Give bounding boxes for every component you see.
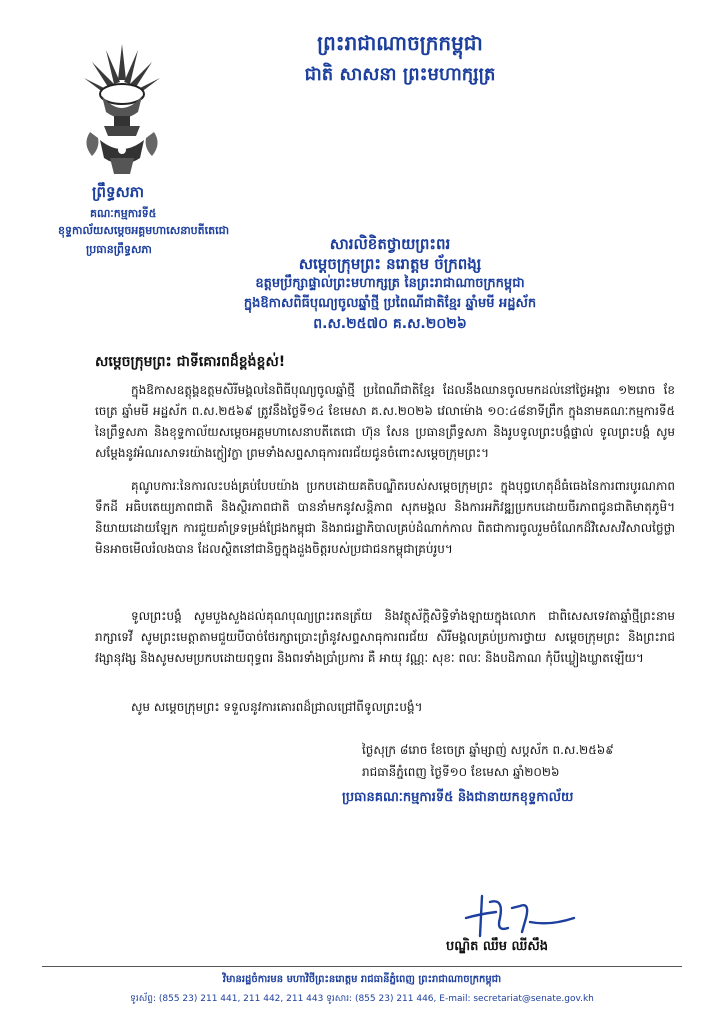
organization-name: ព្រឹទ្ធសភា: [92, 183, 145, 201]
paragraph-2: គុណូបការៈនៃការលះបង់គ្រប់បែបយ៉ាង ប្រកបដោយគតិបណ្ឌិតរបស់សម្តេចក្រុមព្រះ ក្នុងបុព្វហេតុដ៏ធំធេងនៃការពារបូរណភាពទឹកដី អធិបតេយ្យភាពជាតិ និងស្ថិរភាពជាតិ បាននាំមកនូវសន្តិភាព សុភមង្គល និងការអភិវឌ្ឍប្រកបដោយចីរភាពជូនជាតិមាតុភូមិ។ និយាយដោយឡែក ការជួយគាំទ្រទម្រង់ជ្រែងកម្ពុជា និងរាជរដ្ឋាភិបាលគ្រប់ដំណាក់កាល ពិតជាការចូលរួមចំណែកដ៏វិសេសវិសាលថ្លៃថ្លាមិនអាចមើលរំលងបាន ដែលស្ថិតនៅជានិច្ចក្នុងដួងចិត្តរបស់ប្រជាជនកម្ពុជាគ្រប់រូប។: [95, 479, 675, 556]
title-line-1: សារលិខិតថ្វាយព្រះពរ: [329, 235, 451, 253]
paragraph-3: ទូលព្រះបង្គំ សូមបួងសួងដល់គុណបុណ្យព្រះរតនត្រ័យ និងវត្ថុស័ក្តិសិទ្ធិទាំងឡាយក្នុងលោក ជាពិសេសទេវតាឆ្នាំថ្មីព្រះនាម រាក្សាទេវី សូមព្រះមេត្តាតាមជួយបីបាច់ថែរក្សាប្រោះព្រំនូវសព្ទសាធុការពរជ័យ សិរីមង្គលគ្រប់ប្រការថ្វាយ សម្តេចក្រុមព្រះ និងព្រះរាជវង្សានុវង្ស និងសូមសមប្រកបដោយពុទ្ធពរ និងពរទាំងប្រាំប្រការ គឺ អាយុ វណ្ណៈ សុខៈ ពលៈ និងបដិភាណ កុំបីឃ្លៀងឃ្លាតឡើយ។: [95, 609, 675, 665]
paragraph-1: ក្នុងឱកាសឧត្តុង្គឧត្តមសិរីមង្គលនៃពិធីបុណ្យចូលឆ្នាំថ្មី ប្រពៃណីជាតិខ្មែរ ដែលនឹងឈានចូលមកដល់នៅថ្ងៃអង្គារ ១២រោច ខែចេត្រ ឆ្នាំមមី អដ្ឋស័ក ព.ស.២៥៦៩ ត្រូវនឹងថ្ងៃទី១៤ ខែមេសា គ.ស.២០២៦ វេលាម៉ោង ១០:៤៨នាទីព្រឹក ក្នុងនាមគណៈកម្មការទី៥ នៃព្រឹទ្ធសភា និងខុទ្ទកាល័យសម្តេចអគ្គមហាសេនាបតីតេជោ ហ៊ុន សែន ប្រធានព្រឹទ្ធសភា និងរូបទូលព្រះបង្គំផ្ទាល់ ទូលព្រះបង្គំ សូមសម្តែងនូវអំណរសាទរយ៉ាងក្លៀវក្លា ព្រមទាំងសព្ទសាធុការពរជ័យជូនចំពោះសម្តេចក្រុមព្រះ។: [95, 383, 675, 460]
footer-contact: ទូរស័ព្ទ: (855 23) 211 441, 211 442, 211 443 ទូរសារ: (855 23) 211 446, E-mail: secretariat@senate.gov.kh: [130, 994, 594, 1004]
paragraph-4: សូម សម្តេចក្រុមព្រះ ទទួលនូវការគោរពដ៏ជ្រាលជ្រៅពីទូលព្រះបង្គំ។: [131, 700, 423, 714]
footer-divider: [42, 966, 682, 967]
title-line-3: ឧត្តមប្រឹក្សាផ្ទាល់ព្រះមហាក្សត្រ នៃព្រះរាជាណាចក្រកម្ពុជា: [255, 276, 525, 291]
office-name: ខុទ្ទកាល័យសម្តេចអគ្គមហាសេនាបតីតេជោ: [58, 224, 230, 237]
office-role: ប្រធានព្រឹទ្ធសភា: [86, 243, 152, 256]
title-line-2: សម្តេចក្រុមព្រះ នរោត្តម ច័ក្រពង្ស: [298, 255, 482, 273]
footer-address: វិមានរដ្ឋចំការមន មហាវិថីព្រះនរោត្តម រាជធានីភ្នំពេញ ព្រះរាជាណាចក្រកម្ពុជា: [222, 974, 502, 985]
signer-name: បណ្ឌិត ឈឹម ឈីសឹង: [446, 939, 549, 954]
salutation: សម្តេចក្រុមព្រះ ជាទីគោរពដ៏ខ្ពង់ខ្ពស់!: [95, 354, 286, 370]
commission-name: គណៈកម្មការទី៥: [90, 207, 157, 220]
title-line-5: ព.ស.២៥៧០ គ.ស.២០២៦: [313, 316, 467, 332]
title-line-4: ក្នុងឱកាសពិធីបុណ្យចូលឆ្នាំថ្មី ប្រពៃណីជាតិខ្មែរ ឆ្នាំមមី អដ្ឋស័ក: [243, 296, 537, 311]
date-lunar: ថ្ងៃសុក្រ ៨រោច ខែចេត្រ ឆ្នាំម្សាញ់ សប្តស័ក ព.ស.២៥៦៩: [362, 743, 614, 757]
senate-emblem-logo: [76, 40, 168, 180]
date-solar: រាជធានីភ្នំពេញ ថ្ងៃទី១០ ខែមេសា ឆ្នាំ២០២៦: [362, 765, 560, 779]
letter-title: [160, 234, 620, 334]
kingdom-heading: ព្រះរាជាណាចក្រកម្ពុជា: [317, 31, 483, 55]
national-motto: ជាតិ សាសនា ព្រះមហាក្សត្រ: [304, 64, 496, 85]
signatory-title: ប្រធានគណៈកម្មការទី៥ និងជានាយកខុទ្ទកាល័យ: [342, 790, 574, 805]
